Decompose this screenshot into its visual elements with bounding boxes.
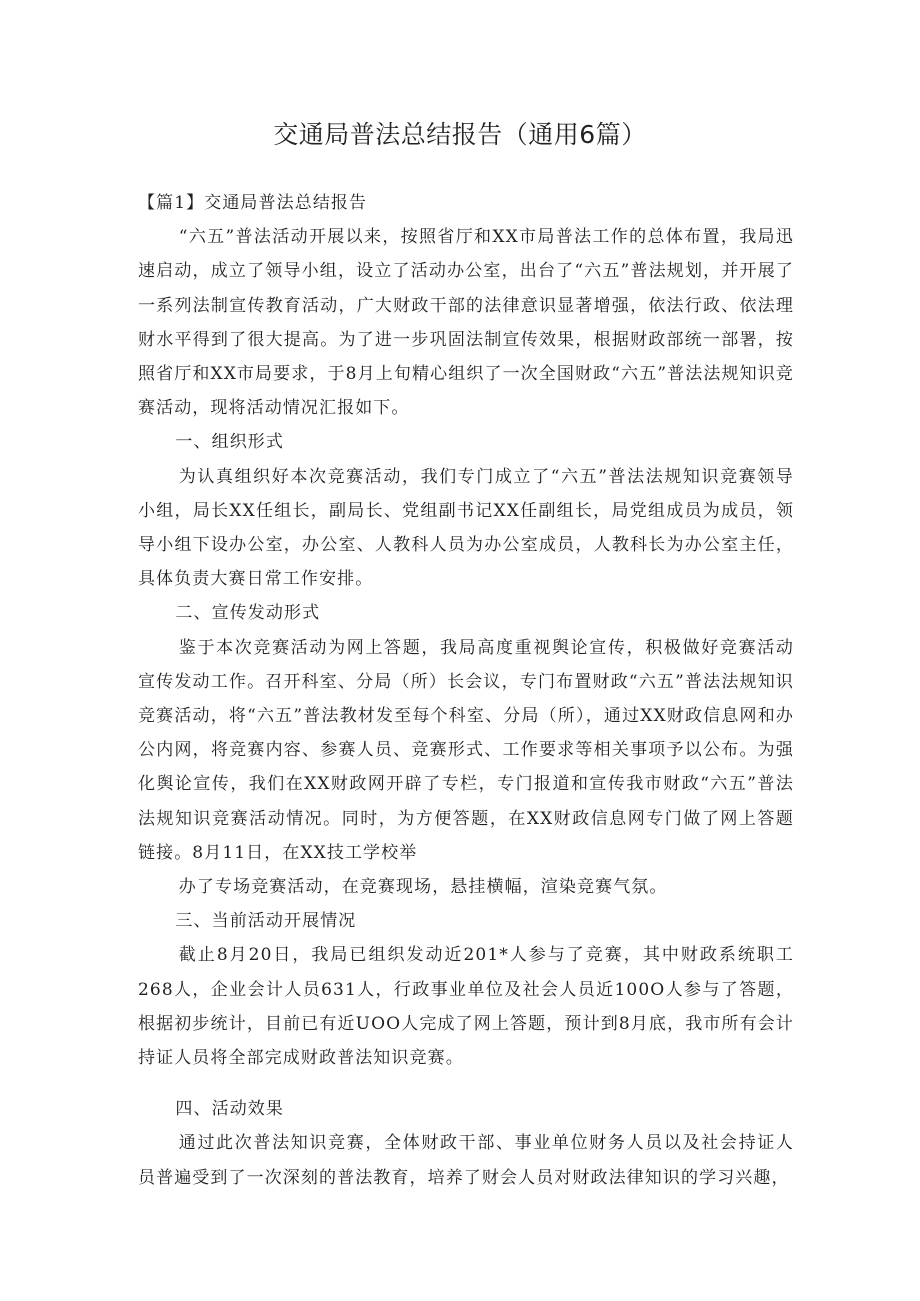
section-heading-effect: 四、活动效果 xyxy=(175,1099,284,1120)
document-body xyxy=(138,186,794,1195)
publicity-paragraph: 鉴于本次竞赛活动为网上答题，我局高度重视舆论宣传，积极做好竞赛活动宣传发动工作。召开科室、分局（所）长会议，专门布置财政“六五”普法法规知识竞赛活动，将“六五”普法教材发至每个科室、分局（所），通过XX财政信息网和办公内网，将竞赛内容、参赛人员、竞赛形式、工作要求等相关事项予以公布。为强化舆论宣传，我们在XX财政网开辟了专栏，专门报道和宣传我市财政“六五”普法法规知识竞赛活动情况。同时，为方便答题，在XX财政信息网专门做了网上答题链接。8月11日，在XX技工学校举 xyxy=(138,637,794,863)
section-heading-publicity: 二、宣传发动形式 xyxy=(175,603,321,624)
document-title: 交通局普法总结报告（通用6篇） xyxy=(273,120,647,149)
intro-paragraph: “六五”普法活动开展以来，按照省厅和XX市局普法工作的总体布置，我局迅速启动，成立了领导小组，设立了活动办公室，出台了“六五”普法规划，并开展了一系列法制宣传教育活动，广大财政干部的法律意识显著增强，依法行政、依法理财水平得到了很大提高。为了进一步巩固法制宣传效果，根据财政部统一部署，按照省厅和XX市局要求，于8月上旬精心组织了一次全国财政“六五”普法法规知识竞赛活动，现将活动情况汇报如下。 xyxy=(138,227,794,419)
organization-paragraph: 为认真组织好本次竞赛活动，我们专门成立了“六五”普法法规知识竞赛领导小组，局长XX任组长，副局长、党组副书记XX任副组长，局党组成员为成员，领导小组下设办公室，办公室、人教科人员为办公室成员，人教科长为办公室主任，具体负责大赛日常工作安排。 xyxy=(138,466,794,590)
publicity-continuation-paragraph: 办了专场竞赛活动，在竞赛现场，悬挂横幅，渲染竞赛气氛。 xyxy=(178,877,668,898)
chapter-heading: 【篇1】交通局普法总结报告 xyxy=(138,193,368,213)
section-heading-progress: 三、当前活动开展情况 xyxy=(175,911,357,932)
progress-paragraph: 截止8月20日，我局已组织发动近201*人参与了竞赛，其中财政系统职工268人，企业会计人员631人，行政事业单位及社会人员近100O人参与了答题，根据初步统计，目前已有近UOO人完成了网上答题，预计到8月底，我市所有会计持证人员将全部完成财政普法知识竞赛。 xyxy=(138,945,794,1069)
effect-paragraph: 通过此次普法知识竞赛，全体财政干部、事业单位财务人员以及社会持证人员普遍受到了一次深刻的普法教育，培养了财会人员对财政法律知识的学习兴趣， xyxy=(138,1133,794,1188)
section-heading-organization: 一、组织形式 xyxy=(175,432,284,453)
